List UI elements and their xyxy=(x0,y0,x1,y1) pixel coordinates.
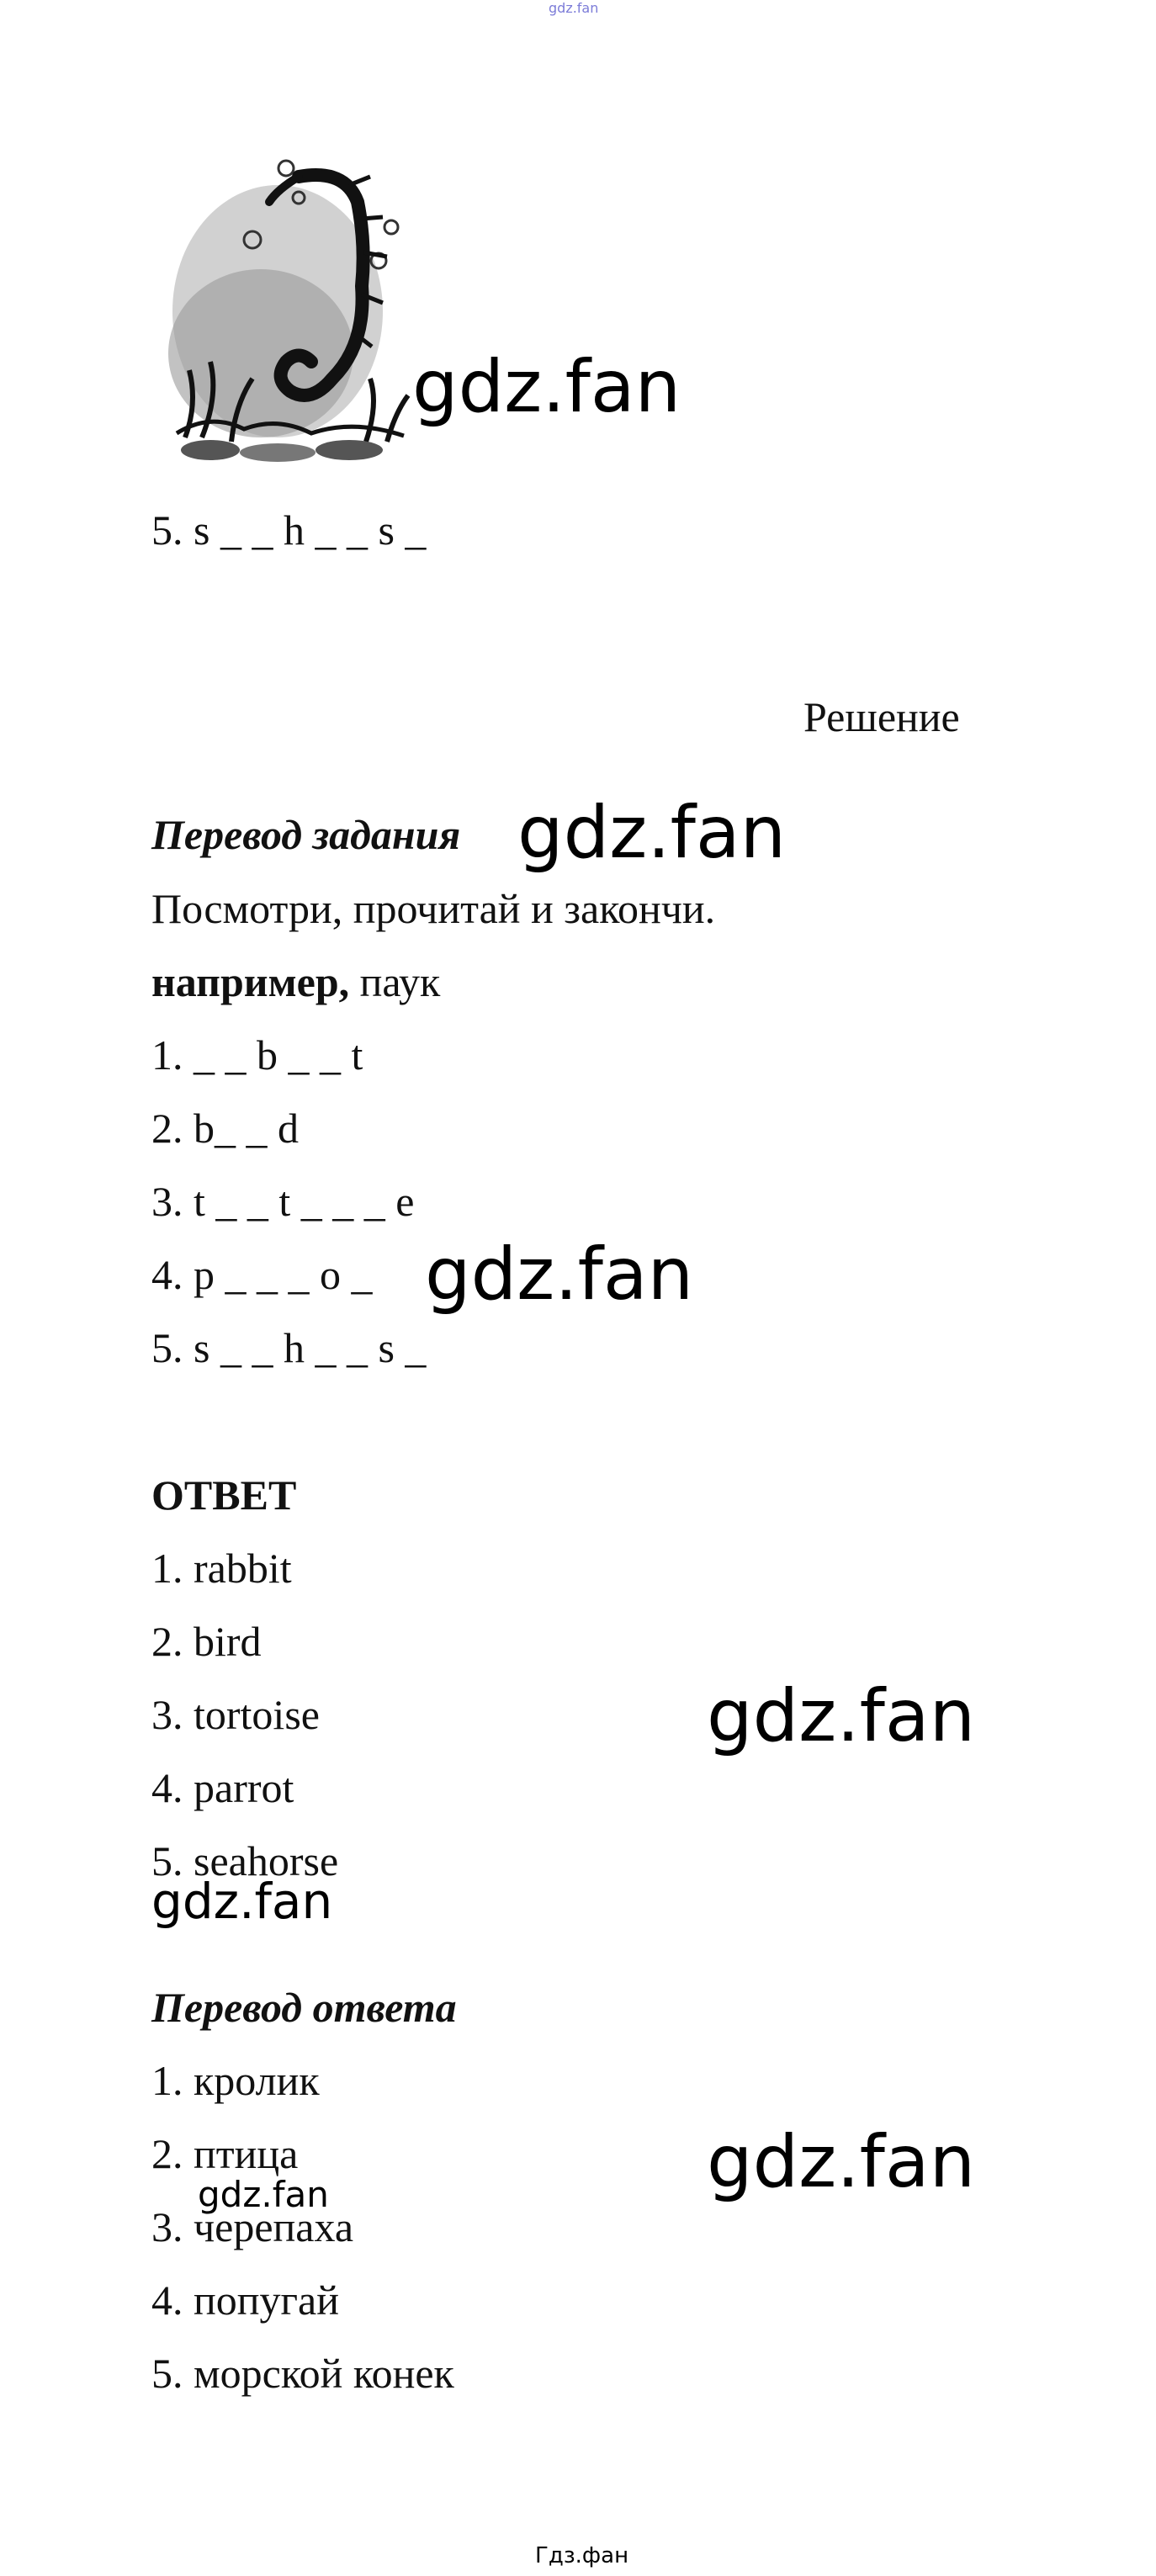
task-item: 2. b_ _ d xyxy=(151,1105,299,1152)
answer-translation-item: 4. попугай xyxy=(151,2277,339,2324)
image-caption-item-5: 5. s _ _ h _ _ s _ xyxy=(151,506,427,554)
watermark-7: gdz.fan xyxy=(198,2174,329,2215)
task-translation-heading: Перевод задания xyxy=(151,811,461,858)
seahorse-illustration-icon xyxy=(151,151,412,463)
watermark-4: gdz.fan xyxy=(707,1674,976,1758)
answer-heading: ОТВЕТ xyxy=(151,1471,297,1519)
example-label: например, xyxy=(151,958,350,1005)
answer-item: 5. seahorse xyxy=(151,1837,339,1884)
watermark-6: gdz.fan xyxy=(707,2120,976,2204)
answer-item: 1. rabbit xyxy=(151,1545,292,1592)
task-item: 1. _ _ b _ _ t xyxy=(151,1031,363,1079)
answer-translation-item: 3. черепаха xyxy=(151,2203,354,2250)
task-instruction: Посмотри, прочитай и закончи. xyxy=(151,885,716,932)
answer-translation-item: 5. морской конек xyxy=(151,2350,454,2397)
solution-heading: Решение xyxy=(803,693,960,740)
task-item: 3. t _ _ t _ _ _ e xyxy=(151,1178,415,1225)
answer-item: 2. bird xyxy=(151,1618,262,1665)
answer-translation-heading: Перевод ответа xyxy=(151,1984,457,2031)
answer-translation-item: 2. птица xyxy=(151,2130,299,2177)
watermark-3: gdz.fan xyxy=(425,1232,694,1317)
task-item: 5. s _ _ h _ _ s _ xyxy=(151,1324,427,1371)
answer-item: 3. tortoise xyxy=(151,1691,320,1738)
watermark-1: gdz.fan xyxy=(412,345,681,429)
watermark-5: gdz.fan xyxy=(151,1873,333,1930)
task-item: 4. p _ _ _ o _ xyxy=(151,1251,373,1298)
task-example xyxy=(151,957,440,1007)
watermark-2: gdz.fan xyxy=(517,791,787,875)
watermark-footer: Гдз.фан xyxy=(535,2543,629,2568)
answer-translation-item: 1. кролик xyxy=(151,2057,320,2104)
answer-item: 4. parrot xyxy=(151,1764,294,1811)
watermark-top: gdz.fan xyxy=(549,0,599,16)
example-word: паук xyxy=(359,958,441,1005)
